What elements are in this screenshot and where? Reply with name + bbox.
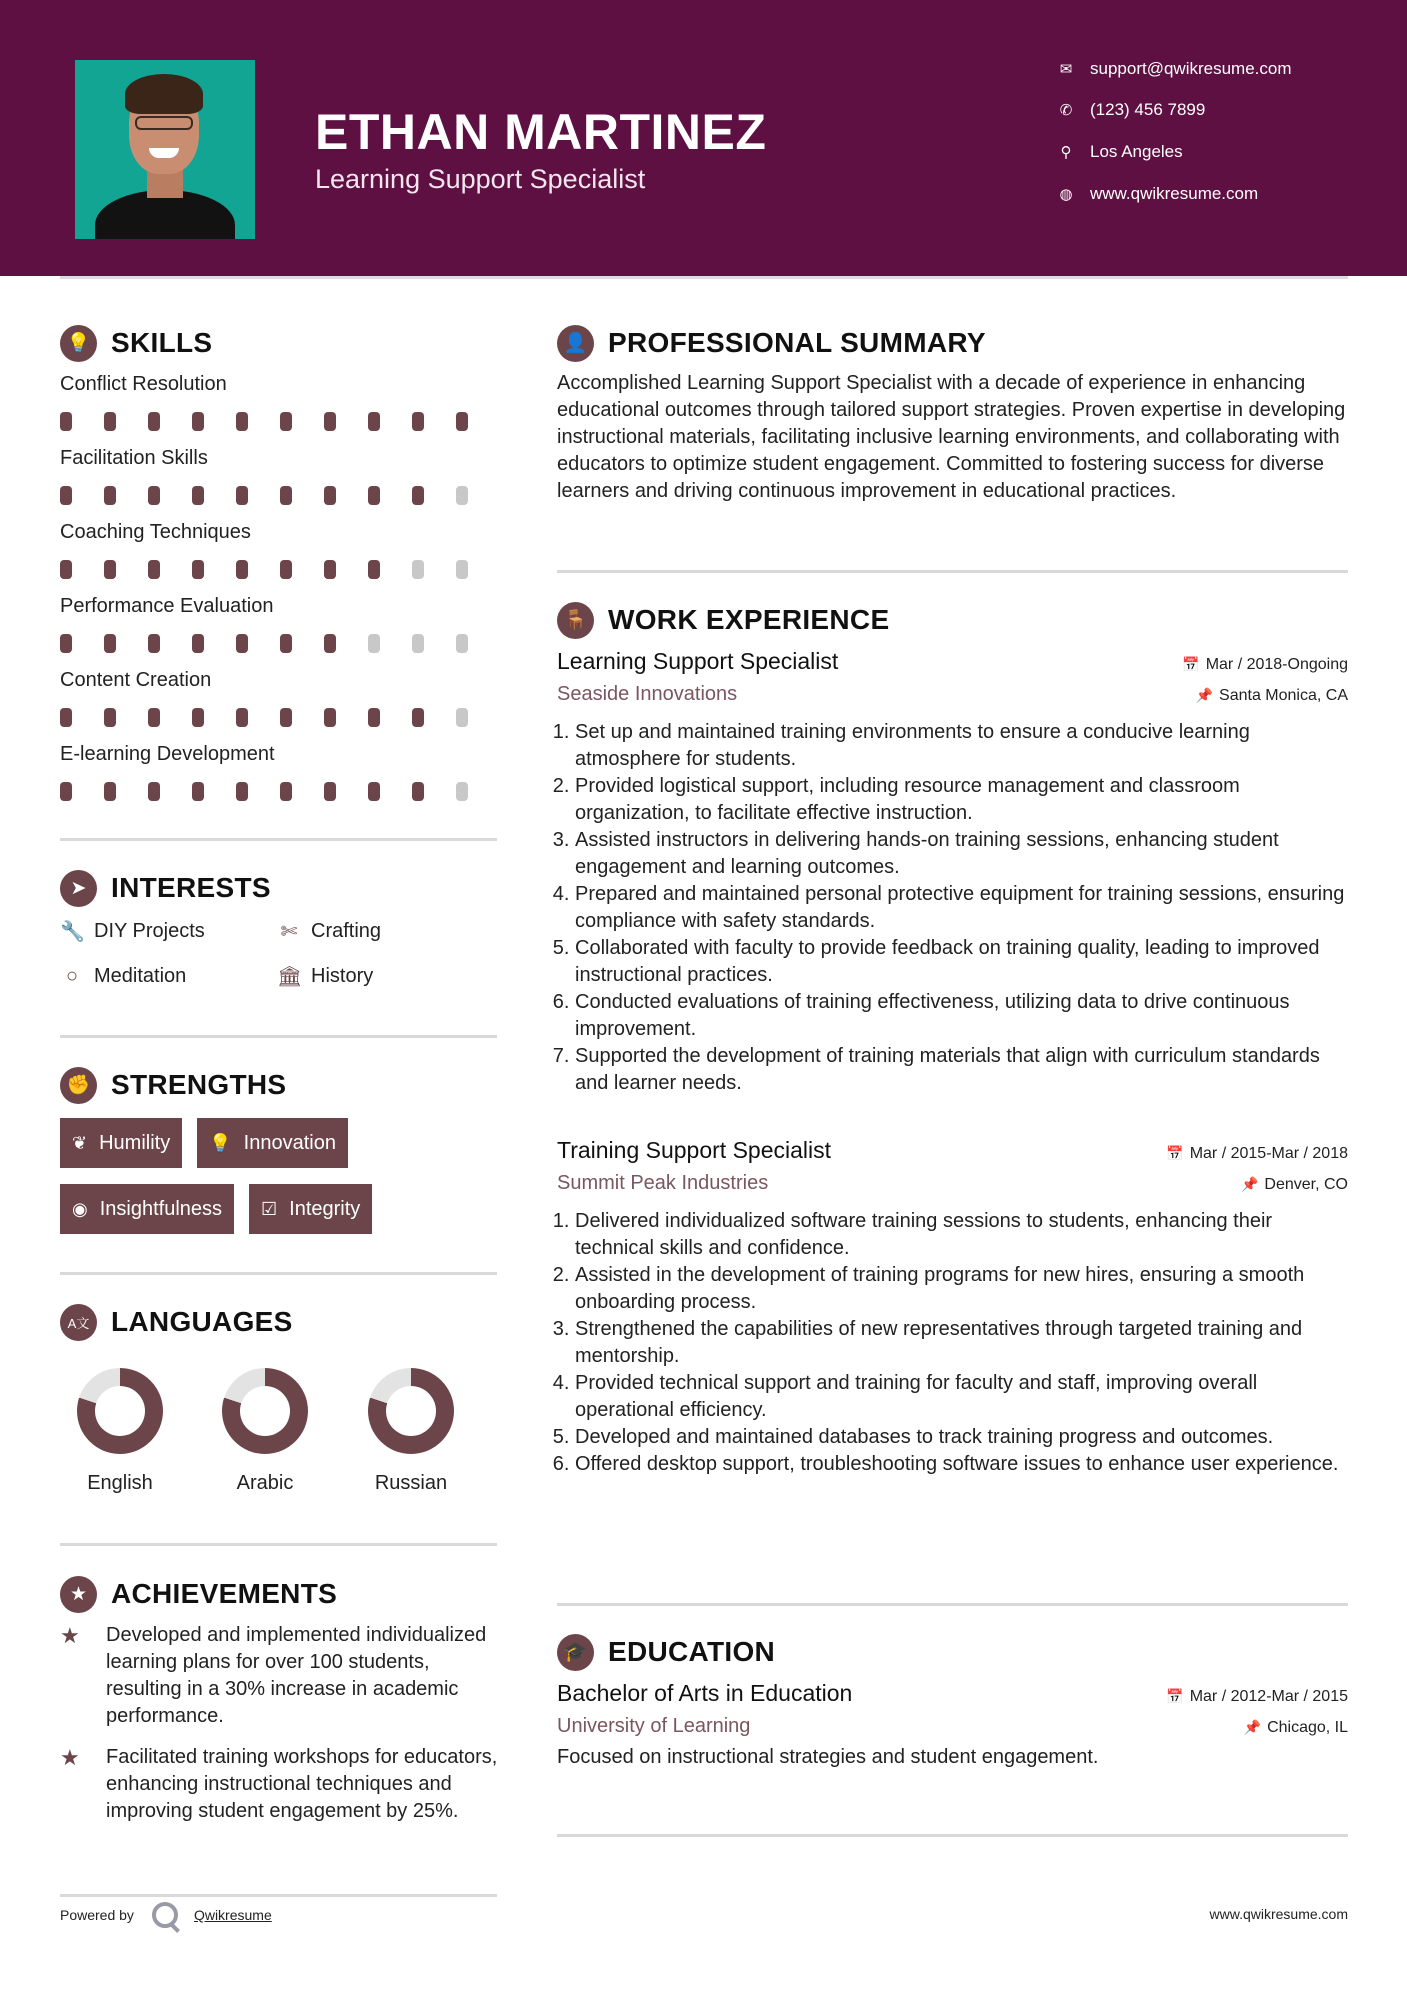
star-icon: ★ bbox=[60, 1576, 97, 1613]
rating-dot bbox=[192, 782, 204, 801]
language-icon: A文 bbox=[60, 1304, 97, 1341]
strength-badge: ☑ Integrity bbox=[249, 1184, 372, 1234]
degree: Bachelor of Arts in Education bbox=[557, 1680, 853, 1706]
paper-plane-icon: ➤ bbox=[60, 870, 97, 907]
skill-rating bbox=[60, 782, 500, 801]
rating-dot bbox=[368, 486, 380, 505]
rating-dot bbox=[456, 560, 468, 579]
section-divider bbox=[60, 1543, 497, 1546]
language-donut bbox=[222, 1368, 308, 1454]
skill-item: Performance Evaluation bbox=[60, 593, 500, 667]
summary-text: Accomplished Learning Support Specialist with a decade of experience in enhancing educational outcomes through tailored support strategies. Proven expertise in developing instructional materials, facilitating inclusive learning environments, and collaborating with educators to optimize student engagement. Committed to fostering success for diverse learners and driving continuous improvement in educational practices. bbox=[557, 372, 1346, 502]
rating-dot bbox=[280, 412, 292, 431]
qwikresume-link[interactable]: Qwikresume bbox=[193, 1907, 272, 1923]
footer-website[interactable]: www.qwikresume.com bbox=[1209, 1906, 1348, 1922]
rating-dot bbox=[368, 412, 380, 431]
language-label: Russian bbox=[374, 1472, 448, 1494]
candidate-name: ETHAN MARTINEZ bbox=[315, 104, 767, 160]
rating-dot bbox=[280, 560, 292, 579]
skill-rating bbox=[60, 412, 500, 431]
achievement-item: ★ Facilitated training workshops for educators, enhancing instructional techniques and improving student engagement by 25%. bbox=[60, 1744, 500, 1825]
interest-item: 🏛 History bbox=[277, 964, 374, 988]
rating-dot bbox=[456, 412, 468, 431]
rating-dot bbox=[412, 560, 424, 579]
rating-dot bbox=[280, 486, 292, 505]
strengths-row-1 bbox=[60, 1118, 363, 1168]
rating-dot bbox=[236, 412, 248, 431]
language-label: English bbox=[87, 1472, 153, 1494]
contact-phone-text: (123) 456 7899 bbox=[1090, 100, 1206, 119]
shooting-star-icon: ★ bbox=[60, 1623, 80, 1648]
company-name: Summit Peak Industries bbox=[557, 1172, 769, 1194]
rating-dot bbox=[148, 782, 160, 801]
rating-dot bbox=[148, 634, 160, 653]
rating-dot bbox=[456, 634, 468, 653]
skill-rating bbox=[60, 486, 500, 505]
language-donut bbox=[77, 1368, 163, 1454]
checkbox-icon: ☑ bbox=[261, 1198, 278, 1219]
job-location: 📌 Santa Monica, CA bbox=[1195, 687, 1348, 704]
skill-item: Conflict Resolution bbox=[60, 371, 500, 445]
profile-photo bbox=[75, 60, 255, 239]
language-donut bbox=[368, 1368, 454, 1454]
rating-dot bbox=[192, 708, 204, 727]
rating-dot bbox=[104, 560, 116, 579]
map-pin-icon: ⚲ bbox=[1060, 144, 1072, 161]
calendar-icon: 📅 bbox=[1166, 1688, 1184, 1704]
rating-dot bbox=[412, 708, 424, 727]
leaf-icon: ❦ bbox=[72, 1132, 88, 1153]
job-dates: 📅 Mar / 2018-Ongoing bbox=[1182, 656, 1348, 673]
contact-phone[interactable] bbox=[1055, 98, 1385, 122]
shooting-star-icon: ★ bbox=[60, 1745, 80, 1770]
rating-dot bbox=[368, 708, 380, 727]
education-heading: 🎓 EDUCATION bbox=[557, 1632, 775, 1672]
achievements-list bbox=[60, 1622, 500, 1825]
phone-icon: ✆ bbox=[1059, 102, 1073, 119]
fist-icon: ✊ bbox=[60, 1067, 97, 1104]
duties-list: 1. Set up and maintained training environments to ensure a conducive learning atmosphere for students. 2. Provided logistical support, including resource management and classroom organization, to facilitate effective instruction. 3. Assisted instructors in delivering hands-on training sessions, enhancing student engagement and learning outcomes. 4. Prepared and maintained personal protective equipment for training sessions, ensuring compliance with safety standards. 5. Collaborated with faculty to provide feedback on training quality, leading to improved instructional practices. 6. Conducted evaluations of training effectiveness, utilizing data to drive continuous improvement. 7. Supported the development of training materials that align with curriculum standards and learner needs. bbox=[557, 719, 1348, 1097]
rating-dot bbox=[60, 708, 72, 727]
company-name: Seaside Innovations bbox=[557, 683, 738, 705]
rating-dot bbox=[104, 634, 116, 653]
section-divider bbox=[557, 1834, 1348, 1837]
graduate-icon: 🎓 bbox=[557, 1634, 594, 1671]
skill-item: E-learning Development bbox=[60, 741, 500, 815]
rating-dot bbox=[192, 412, 204, 431]
contact-website-text: www.qwikresume.com bbox=[1090, 184, 1259, 203]
experience-heading: 🪑 WORK EXPERIENCE bbox=[557, 600, 889, 640]
rating-dot bbox=[412, 412, 424, 431]
job-location: 📌 Denver, CO bbox=[1240, 1176, 1348, 1193]
section-divider bbox=[60, 1035, 497, 1038]
globe-icon: ◍ bbox=[1059, 186, 1073, 203]
rating-dot bbox=[280, 634, 292, 653]
rating-dot bbox=[236, 782, 248, 801]
wrench-icon: 🔧 bbox=[60, 920, 85, 943]
contact-email[interactable] bbox=[1055, 57, 1385, 81]
interest-item: 🔧 DIY Projects bbox=[60, 919, 205, 943]
rating-dot bbox=[148, 560, 160, 579]
qwikresume-logo-icon bbox=[152, 1902, 178, 1928]
rating-dot bbox=[324, 782, 336, 801]
eye-icon: ◉ bbox=[72, 1198, 88, 1219]
education-location: 📌 Chicago, IL bbox=[1243, 1719, 1348, 1736]
user-icon: 👤 bbox=[557, 325, 594, 362]
powered-by: Powered by Qwikresume bbox=[60, 1900, 272, 1930]
rating-dot bbox=[104, 486, 116, 505]
job-dates: 📅 Mar / 2015-Mar / 2018 bbox=[1166, 1145, 1348, 1162]
rating-dot bbox=[60, 412, 72, 431]
calendar-icon: 📅 bbox=[1166, 1145, 1184, 1161]
duties-list: 1. Delivered individualized software training sessions to students, enhancing their technical skills and confidence. 2. Assisted in the development of training programs for new hires, ensuring a smooth onboarding process. 3. Strengthened the capabilities of new representatives through targeted training and mentorship. 4. Provided technical support and training for faculty and staff, improving overall operational efficiency. 5. Developed and maintained databases to track training progress and outcomes. 6. Offered desktop support, troubleshooting software issues to enhance user experience. bbox=[557, 1208, 1348, 1478]
office-chair-icon: 🪑 bbox=[557, 602, 594, 639]
rating-dot bbox=[324, 486, 336, 505]
rating-dot bbox=[412, 486, 424, 505]
strength-badge: ❦ Humility bbox=[60, 1118, 182, 1168]
pushpin-icon: 📌 bbox=[1243, 1719, 1262, 1735]
strength-badge: ◉ Insightfulness bbox=[60, 1184, 234, 1234]
rating-dot bbox=[148, 412, 160, 431]
rating-dot bbox=[324, 634, 336, 653]
rating-dot bbox=[104, 412, 116, 431]
summary-heading: 👤 PROFESSIONAL SUMMARY bbox=[557, 323, 986, 363]
skill-item: Coaching Techniques bbox=[60, 519, 500, 593]
rating-dot bbox=[456, 486, 468, 505]
contact-location-text: Los Angeles bbox=[1090, 142, 1183, 161]
strengths-row-2 bbox=[60, 1184, 387, 1234]
job-title: Learning Support Specialist bbox=[557, 648, 839, 674]
section-divider bbox=[557, 570, 1348, 573]
languages-heading: A文 LANGUAGES bbox=[60, 1302, 293, 1342]
skill-item: Facilitation Skills bbox=[60, 445, 500, 519]
education-dates: 📅 Mar / 2012-Mar / 2015 bbox=[1166, 1688, 1348, 1705]
skill-rating bbox=[60, 560, 500, 579]
rating-dot bbox=[368, 560, 380, 579]
achievement-item: ★ Developed and implemented individualized learning plans for over 100 students, resulting in a 30% increase in academic performance. bbox=[60, 1622, 500, 1730]
job-title: Training Support Specialist bbox=[557, 1137, 832, 1163]
rating-dot bbox=[60, 560, 72, 579]
contact-email-text: support@qwikresume.com bbox=[1090, 59, 1292, 78]
candidate-title: Learning Support Specialist bbox=[315, 164, 646, 194]
rating-dot bbox=[324, 412, 336, 431]
rating-dot bbox=[148, 708, 160, 727]
rating-dot bbox=[236, 486, 248, 505]
rating-dot bbox=[324, 708, 336, 727]
rating-dot bbox=[280, 708, 292, 727]
rating-dot bbox=[192, 560, 204, 579]
rating-dot bbox=[456, 708, 468, 727]
interest-item: ✄ Crafting bbox=[277, 916, 381, 946]
school-name: University of Learning bbox=[557, 1715, 751, 1737]
job-entry bbox=[557, 648, 1348, 1097]
skill-item: Content Creation bbox=[60, 667, 500, 741]
skill-rating bbox=[60, 634, 500, 653]
rating-dot bbox=[236, 708, 248, 727]
bank-icon: 🏛 bbox=[277, 965, 303, 988]
strengths-heading: ✊ STRENGTHS bbox=[60, 1065, 286, 1105]
contact-website[interactable] bbox=[1055, 182, 1385, 206]
job-entry bbox=[557, 1137, 1348, 1478]
pushpin-icon: 📌 bbox=[1195, 687, 1214, 703]
pushpin-icon: 📌 bbox=[1240, 1176, 1259, 1192]
rating-dot bbox=[60, 486, 72, 505]
rating-dot bbox=[104, 708, 116, 727]
rating-dot bbox=[192, 486, 204, 505]
rating-dot bbox=[368, 782, 380, 801]
education-entry bbox=[557, 1680, 1348, 1771]
rating-dot bbox=[236, 560, 248, 579]
education-description: Focused on instructional strategies and student engagement. bbox=[557, 1746, 1099, 1768]
rating-dot bbox=[236, 634, 248, 653]
achievements-heading: ★ ACHIEVEMENTS bbox=[60, 1574, 337, 1614]
rating-dot bbox=[192, 634, 204, 653]
rating-dot bbox=[368, 634, 380, 653]
rating-dot bbox=[104, 782, 116, 801]
strength-badge: 💡 Innovation bbox=[197, 1118, 348, 1168]
scissors-icon: ✄ bbox=[280, 920, 298, 943]
rating-dot bbox=[456, 782, 468, 801]
rating-dot bbox=[412, 634, 424, 653]
rating-dot bbox=[280, 782, 292, 801]
envelope-icon: ✉ bbox=[1059, 61, 1073, 78]
section-divider bbox=[60, 1272, 497, 1275]
section-divider bbox=[60, 838, 497, 841]
language-label: Arabic bbox=[236, 1472, 294, 1494]
contact-location bbox=[1055, 140, 1385, 164]
rating-dot bbox=[412, 782, 424, 801]
skills-heading: 💡 SKILLS bbox=[60, 323, 212, 363]
rating-dot bbox=[324, 560, 336, 579]
section-divider bbox=[60, 1894, 497, 1897]
interests-heading: ➤ INTERESTS bbox=[60, 868, 271, 908]
skills-list bbox=[60, 371, 500, 815]
lightbulb-icon: 💡 bbox=[60, 325, 97, 362]
circle-icon: ○ bbox=[65, 964, 79, 987]
header-divider bbox=[60, 276, 1348, 279]
calendar-icon: 📅 bbox=[1182, 656, 1200, 672]
rating-dot bbox=[60, 634, 72, 653]
section-divider bbox=[557, 1603, 1348, 1606]
rating-dot bbox=[60, 782, 72, 801]
interest-item: ○ Meditation bbox=[60, 961, 186, 991]
skill-rating bbox=[60, 708, 500, 727]
lightbulb-icon: 💡 bbox=[209, 1132, 232, 1153]
rating-dot bbox=[148, 486, 160, 505]
